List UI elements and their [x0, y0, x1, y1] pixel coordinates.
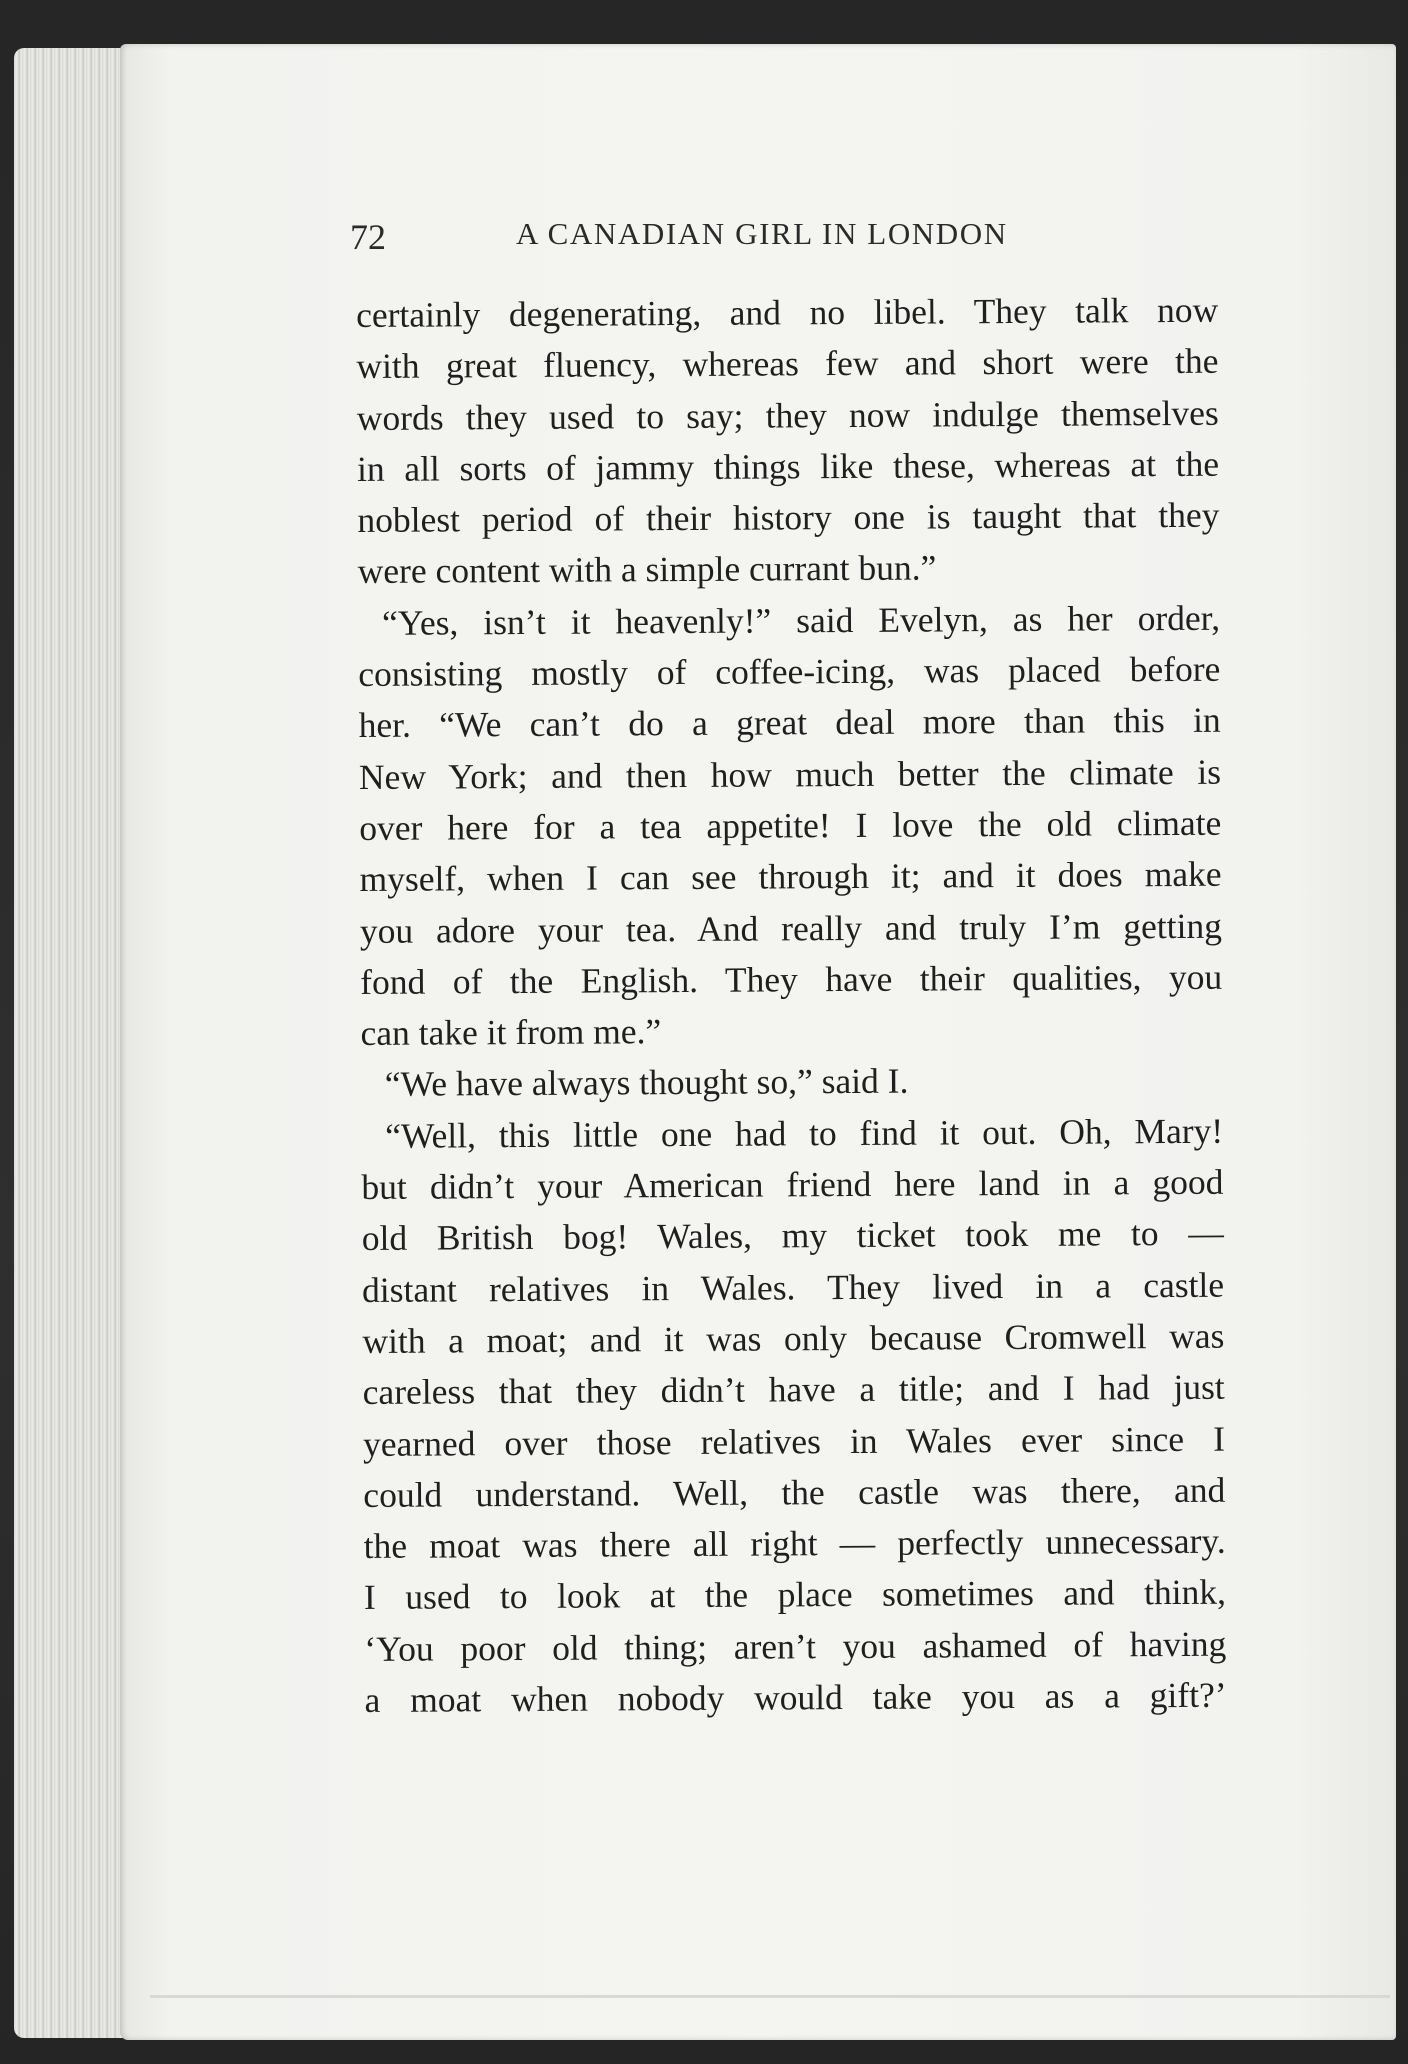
page-stack-edges — [14, 48, 134, 2038]
text-line: I used to look at the place sometimes and think, — [363, 1572, 1227, 1618]
text-line: the moat was there all right — perfectly unnecessary. — [363, 1520, 1226, 1567]
text-line: careless that they didn’t have a title; and I had just — [362, 1366, 1225, 1413]
text-line: in all sorts of jammy things like these, whereas at the — [356, 443, 1220, 489]
text-line: fond of the English. They have their qualities, you — [360, 956, 1223, 1002]
text-line: “Well, this little one had to find it out. Oh, Mary! — [385, 1110, 1224, 1156]
text-line: over here for a tea appetite! I love the old climate — [359, 802, 1222, 848]
text-line: with great fluency, whereas few and short were the — [356, 341, 1219, 387]
text-line: ‘You poor old thing; aren’t you ashamed of having — [364, 1623, 1227, 1669]
text-line: can take it from me.” — [360, 1011, 662, 1054]
page-number: 72 — [350, 217, 386, 257]
text-line: distant relatives in Wales. They lived in a castle — [361, 1264, 1225, 1310]
text-line: old British bog! Wales, my ticket took me to — — [361, 1213, 1224, 1259]
running-head — [350, 216, 1210, 266]
text-line: with a moat; and it was only because Cromwell was — [362, 1315, 1225, 1361]
text-line: “We have always thought so,” said I. — [384, 1061, 909, 1105]
text-line: her. “We can’t do a great deal more than this in — [358, 700, 1221, 746]
text-line: a moat when nobody would take you as a gift?’ — [364, 1674, 1227, 1720]
book-title: A CANADIAN GIRL IN LONDON — [516, 216, 1008, 251]
text-line: myself, when I can see through it; and it does make — [359, 853, 1222, 900]
text-line: consisting mostly of coffee-icing, was placed before — [358, 648, 1221, 695]
text-line: you adore your tea. And really and truly I’m getting — [359, 905, 1223, 951]
text-line: but didn’t your American friend here land in a good — [361, 1161, 1224, 1208]
text-line: certainly degenerating, and no libel. They talk now — [356, 289, 1219, 335]
text-line: noblest period of their history one is taught that they — [357, 494, 1220, 541]
text-line: “Yes, isn’t it heavenly!” said Evelyn, as her order, — [381, 597, 1221, 643]
text-line: could understand. Well, the castle was there, and — [363, 1469, 1226, 1515]
page-bottom-edge — [150, 1995, 1390, 1998]
text-line: words they used to say; they now indulge themselves — [356, 392, 1219, 438]
text-line: yearned over those relatives in Wales ever since I — [362, 1418, 1226, 1464]
text-line: were content with a simple currant bun.” — [357, 547, 937, 592]
body-text — [356, 285, 1227, 1727]
text-line: New York; and then how much better the climate is — [358, 751, 1222, 797]
